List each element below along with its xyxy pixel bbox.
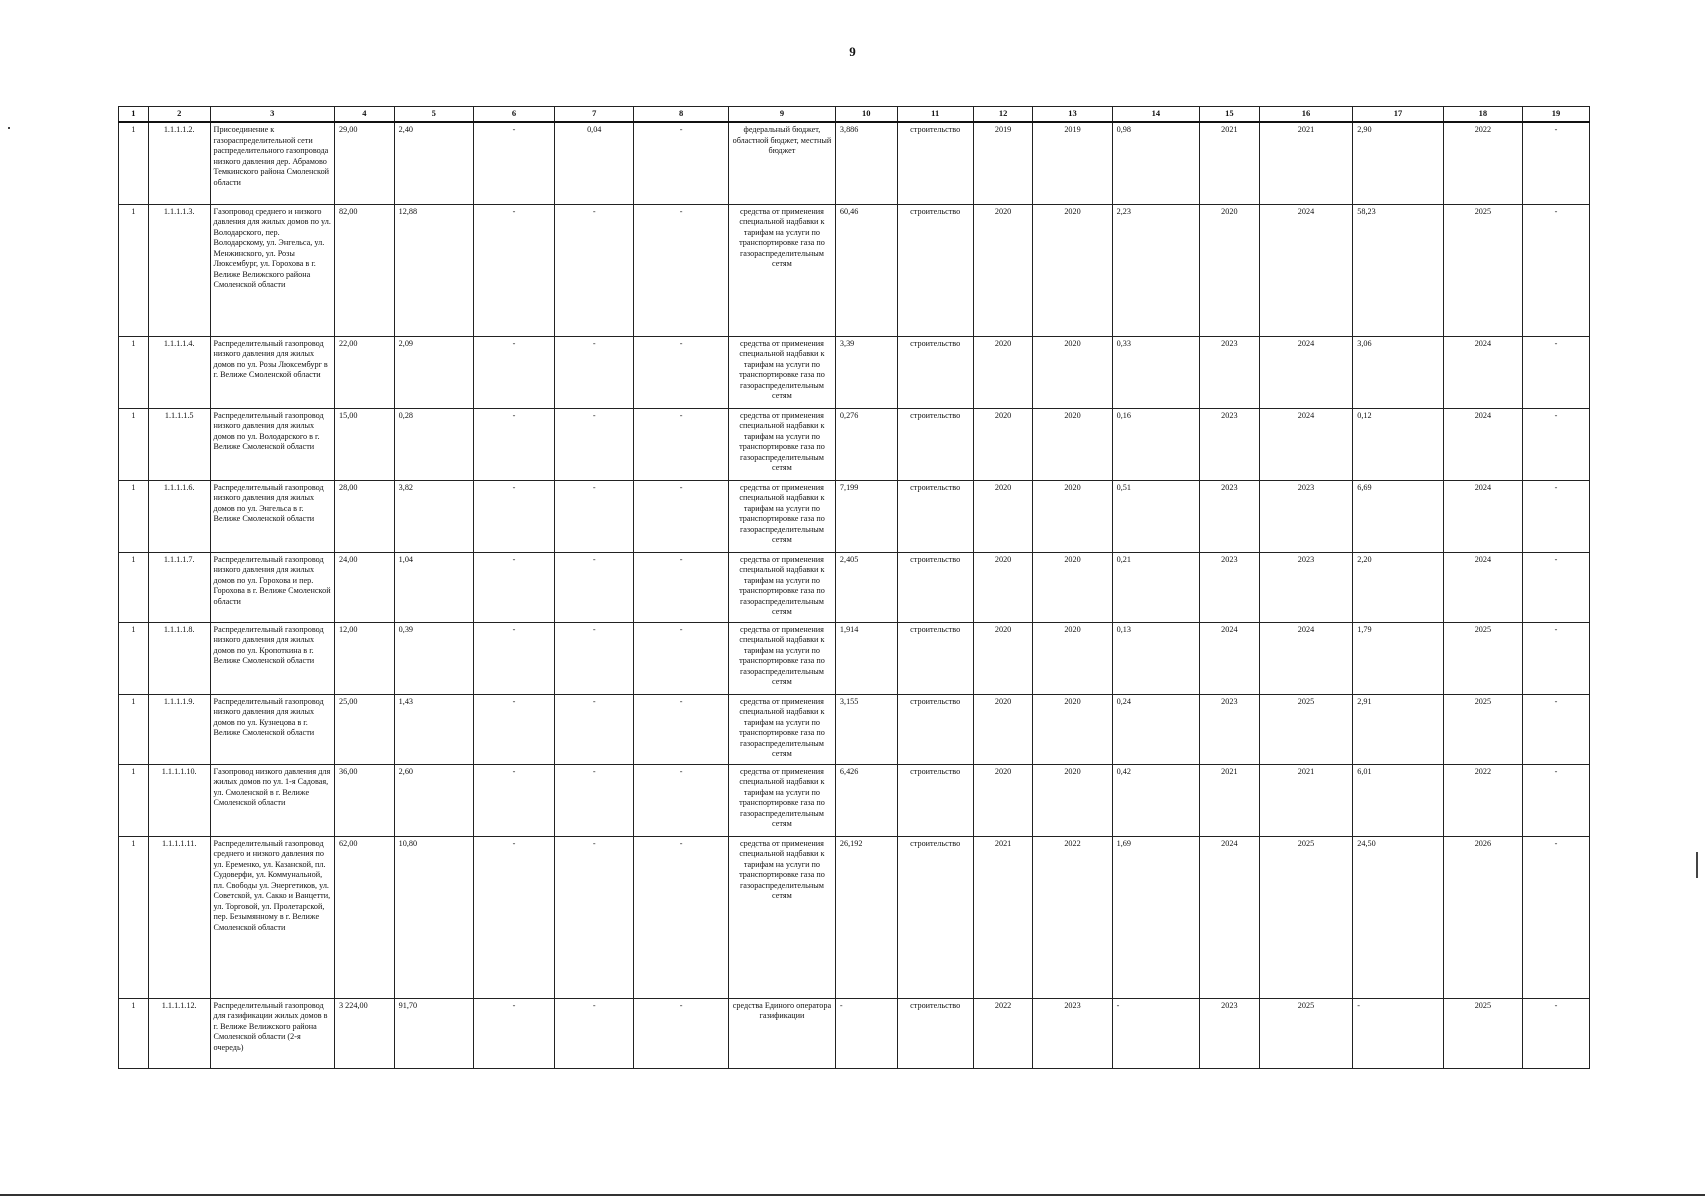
row-index-cell: 1	[119, 408, 149, 480]
column-header: 12	[973, 107, 1033, 123]
item-code-cell: 1.1.1.1.4.	[148, 336, 210, 408]
table-row	[119, 998, 1590, 1068]
start-year-cell: 2021	[973, 836, 1033, 998]
finish-year-cell: 2025	[1259, 694, 1353, 764]
capacity-cell: 2,40	[394, 122, 473, 204]
cost-cell: 0,276	[835, 408, 897, 480]
finish-year-cell: 2025	[1259, 998, 1353, 1068]
col-19-cell: -	[1523, 122, 1590, 204]
end-year-cell: 2019	[1033, 122, 1112, 204]
item-code-cell: 1.1.1.1.9.	[148, 694, 210, 764]
col-7-cell: -	[555, 998, 634, 1068]
start-year-cell: 2020	[973, 336, 1033, 408]
start-year-cell: 2020	[973, 204, 1033, 336]
table-row	[119, 836, 1590, 998]
col-7-cell: -	[555, 336, 634, 408]
col-6-cell: -	[473, 480, 554, 552]
commission-year-cell: 2024	[1443, 408, 1522, 480]
col-8-cell: -	[634, 764, 729, 836]
column-header: 3	[210, 107, 334, 123]
begin-year-cell: 2023	[1200, 552, 1260, 622]
capacity-cell: 0,28	[394, 408, 473, 480]
funding-source-cell: средства от применения специальной надбавки к тарифам на услуги по транспортировке газа по газораспределительным сетям	[728, 480, 835, 552]
column-header: 13	[1033, 107, 1112, 123]
length-km-cell: 22,00	[335, 336, 395, 408]
row-index-cell: 1	[119, 122, 149, 204]
table-row	[119, 408, 1590, 480]
col-6-cell: -	[473, 204, 554, 336]
column-header: 1	[119, 107, 149, 123]
cost-cell: 1,914	[835, 622, 897, 694]
start-year-cell: 2020	[973, 764, 1033, 836]
object-name-cell: Присоединение к газораспределительной сети распределительного газопровода низкого давления дер. Абрамово Темкинского района Смоленской области	[210, 122, 334, 204]
table-row	[119, 336, 1590, 408]
work-type-cell: строительство	[897, 694, 973, 764]
end-year-cell: 2020	[1033, 204, 1112, 336]
object-name-cell: Распределительный газопровод низкого давления для жилых домов по ул. Володарского в г. Велиже Смоленской области	[210, 408, 334, 480]
capacity-cell: 91,70	[394, 998, 473, 1068]
item-code-cell: 1.1.1.1.3.	[148, 204, 210, 336]
col-19-cell: -	[1523, 764, 1590, 836]
commission-year-cell: 2022	[1443, 122, 1522, 204]
work-type-cell: строительство	[897, 552, 973, 622]
row-index-cell: 1	[119, 836, 149, 998]
remaining-cell: -	[1353, 998, 1444, 1068]
item-code-cell: 1.1.1.1.7.	[148, 552, 210, 622]
col-7-cell: -	[555, 694, 634, 764]
col-8-cell: -	[634, 204, 729, 336]
finish-year-cell: 2021	[1259, 122, 1353, 204]
funding-source-cell: средства от применения специальной надбавки к тарифам на услуги по транспортировке газа по газораспределительным сетям	[728, 694, 835, 764]
spent-cell: 0,51	[1112, 480, 1199, 552]
col-7-cell: -	[555, 480, 634, 552]
capacity-cell: 12,88	[394, 204, 473, 336]
end-year-cell: 2020	[1033, 552, 1112, 622]
commission-year-cell: 2024	[1443, 336, 1522, 408]
spent-cell: 2,23	[1112, 204, 1199, 336]
col-7-cell: 0,04	[555, 122, 634, 204]
item-code-cell: 1.1.1.1.12.	[148, 998, 210, 1068]
begin-year-cell: 2021	[1200, 764, 1260, 836]
col-8-cell: -	[634, 480, 729, 552]
col-6-cell: -	[473, 552, 554, 622]
col-6-cell: -	[473, 408, 554, 480]
funding-source-cell: средства от применения специальной надбавки к тарифам на услуги по транспортировке газа по газораспределительным сетям	[728, 552, 835, 622]
work-type-cell: строительство	[897, 122, 973, 204]
commission-year-cell: 2026	[1443, 836, 1522, 998]
commission-year-cell: 2025	[1443, 622, 1522, 694]
work-type-cell: строительство	[897, 998, 973, 1068]
begin-year-cell: 2023	[1200, 408, 1260, 480]
funding-source-cell: федеральный бюджет, областной бюджет, местный бюджет	[728, 122, 835, 204]
column-header: 11	[897, 107, 973, 123]
cost-cell: 6,426	[835, 764, 897, 836]
start-year-cell: 2020	[973, 552, 1033, 622]
begin-year-cell: 2020	[1200, 204, 1260, 336]
capacity-cell: 1,43	[394, 694, 473, 764]
finish-year-cell: 2025	[1259, 836, 1353, 998]
finish-year-cell: 2024	[1259, 204, 1353, 336]
object-name-cell: Газопровод низкого давления для жилых домов по ул. 1-я Садовая, ул. Смоленской в г. Велиже Смоленской области	[210, 764, 334, 836]
capacity-cell: 1,04	[394, 552, 473, 622]
col-7-cell: -	[555, 764, 634, 836]
row-index-cell: 1	[119, 204, 149, 336]
column-header: 6	[473, 107, 554, 123]
finish-year-cell: 2023	[1259, 480, 1353, 552]
column-header: 16	[1259, 107, 1353, 123]
column-header: 18	[1443, 107, 1522, 123]
col-19-cell: -	[1523, 552, 1590, 622]
commission-year-cell: 2024	[1443, 552, 1522, 622]
col-7-cell: -	[555, 622, 634, 694]
scan-artifact	[1696, 852, 1698, 878]
column-header: 14	[1112, 107, 1199, 123]
funding-source-cell: средства от применения специальной надбавки к тарифам на услуги по транспортировке газа по газораспределительным сетям	[728, 204, 835, 336]
capacity-cell: 2,09	[394, 336, 473, 408]
row-index-cell: 1	[119, 764, 149, 836]
table-row	[119, 622, 1590, 694]
spent-cell: 0,13	[1112, 622, 1199, 694]
length-km-cell: 12,00	[335, 622, 395, 694]
col-8-cell: -	[634, 622, 729, 694]
col-19-cell: -	[1523, 998, 1590, 1068]
end-year-cell: 2020	[1033, 408, 1112, 480]
row-index-cell: 1	[119, 480, 149, 552]
bottom-border-line	[0, 1194, 1705, 1196]
col-6-cell: -	[473, 836, 554, 998]
item-code-cell: 1.1.1.1.11.	[148, 836, 210, 998]
remaining-cell: 24,50	[1353, 836, 1444, 998]
col-7-cell: -	[555, 836, 634, 998]
funding-source-cell: средства от применения специальной надбавки к тарифам на услуги по транспортировке газа по газораспределительным сетям	[728, 836, 835, 998]
work-type-cell: строительство	[897, 836, 973, 998]
capacity-cell: 3,82	[394, 480, 473, 552]
spent-cell: 0,33	[1112, 336, 1199, 408]
object-name-cell: Газопровод среднего и низкого давления для жилых домов по ул. Володарского, пер. Володарскому, ул. Энгельса, ул. Менжинского, ул. Розы Люксембург, ул. Горохова в г. Велиже Велижского района Смоленской области	[210, 204, 334, 336]
col-19-cell: -	[1523, 408, 1590, 480]
end-year-cell: 2020	[1033, 336, 1112, 408]
table-row	[119, 552, 1590, 622]
col-8-cell: -	[634, 122, 729, 204]
table-row	[119, 764, 1590, 836]
col-6-cell: -	[473, 336, 554, 408]
length-km-cell: 3 224,00	[335, 998, 395, 1068]
col-19-cell: -	[1523, 622, 1590, 694]
item-code-cell: 1.1.1.1.6.	[148, 480, 210, 552]
begin-year-cell: 2023	[1200, 998, 1260, 1068]
funding-source-cell: средства от применения специальной надбавки к тарифам на услуги по транспортировке газа по газораспределительным сетям	[728, 764, 835, 836]
finish-year-cell: 2024	[1259, 336, 1353, 408]
spent-cell: 1,69	[1112, 836, 1199, 998]
col-8-cell: -	[634, 336, 729, 408]
table-body	[119, 122, 1590, 1068]
col-6-cell: -	[473, 622, 554, 694]
commission-year-cell: 2024	[1443, 480, 1522, 552]
work-type-cell: строительство	[897, 408, 973, 480]
commission-year-cell: 2022	[1443, 764, 1522, 836]
object-name-cell: Распределительный газопровод низкого давления для жилых домов по ул. Кропоткина в г. Велиже Смоленской области	[210, 622, 334, 694]
cost-cell: 2,405	[835, 552, 897, 622]
object-name-cell: Распределительный газопровод низкого давления для жилых домов по ул. Энгельса в г. Велиже Смоленской области	[210, 480, 334, 552]
remaining-cell: 6,69	[1353, 480, 1444, 552]
capacity-cell: 2,60	[394, 764, 473, 836]
column-header: 19	[1523, 107, 1590, 123]
length-km-cell: 82,00	[335, 204, 395, 336]
cost-cell: 3,155	[835, 694, 897, 764]
col-19-cell: -	[1523, 204, 1590, 336]
col-6-cell: -	[473, 694, 554, 764]
col-7-cell: -	[555, 408, 634, 480]
length-km-cell: 25,00	[335, 694, 395, 764]
spent-cell: 0,21	[1112, 552, 1199, 622]
col-7-cell: -	[555, 204, 634, 336]
col-7-cell: -	[555, 552, 634, 622]
work-type-cell: строительство	[897, 336, 973, 408]
cost-cell: 60,46	[835, 204, 897, 336]
row-index-cell: 1	[119, 622, 149, 694]
col-8-cell: -	[634, 694, 729, 764]
object-name-cell: Распределительный газопровод для газификации жилых домов в г. Велиже Велижского района Смоленской области (2-я очередь)	[210, 998, 334, 1068]
begin-year-cell: 2024	[1200, 836, 1260, 998]
cost-cell: 3,886	[835, 122, 897, 204]
end-year-cell: 2020	[1033, 694, 1112, 764]
remaining-cell: 2,20	[1353, 552, 1444, 622]
end-year-cell: 2020	[1033, 480, 1112, 552]
col-6-cell: -	[473, 122, 554, 204]
length-km-cell: 36,00	[335, 764, 395, 836]
begin-year-cell: 2023	[1200, 480, 1260, 552]
col-19-cell: -	[1523, 480, 1590, 552]
spent-cell: 0,42	[1112, 764, 1199, 836]
begin-year-cell: 2021	[1200, 122, 1260, 204]
col-6-cell: -	[473, 998, 554, 1068]
col-8-cell: -	[634, 836, 729, 998]
remaining-cell: 58,23	[1353, 204, 1444, 336]
finish-year-cell: 2024	[1259, 408, 1353, 480]
col-19-cell: -	[1523, 336, 1590, 408]
table-row	[119, 480, 1590, 552]
remaining-cell: 3,06	[1353, 336, 1444, 408]
spent-cell: 0,16	[1112, 408, 1199, 480]
work-type-cell: строительство	[897, 764, 973, 836]
table-row	[119, 694, 1590, 764]
spent-cell: 0,24	[1112, 694, 1199, 764]
column-header: 15	[1200, 107, 1260, 123]
start-year-cell: 2022	[973, 998, 1033, 1068]
start-year-cell: 2020	[973, 694, 1033, 764]
column-number-row	[119, 107, 1590, 123]
commission-year-cell: 2025	[1443, 694, 1522, 764]
col-8-cell: -	[634, 998, 729, 1068]
remaining-cell: 2,91	[1353, 694, 1444, 764]
object-name-cell: Распределительный газопровод среднего и низкого давления по ул. Еременко, ул. Казанской, пл. Судоверфи, ул. Коммунальной, пл. Свободы ул. Энергетиков, ул. Советской, ул. Сакко и Ванцетти, ул. Торговой, ул. Пролетарской, пер. Безымянному в г. Велиже Смоленской области	[210, 836, 334, 998]
start-year-cell: 2020	[973, 408, 1033, 480]
col-6-cell: -	[473, 764, 554, 836]
length-km-cell: 15,00	[335, 408, 395, 480]
remaining-cell: 6,01	[1353, 764, 1444, 836]
cost-cell: 3,39	[835, 336, 897, 408]
page-number: 9	[849, 44, 856, 59]
funding-source-cell: средства от применения специальной надбавки к тарифам на услуги по транспортировке газа по газораспределительным сетям	[728, 336, 835, 408]
cost-cell: 7,199	[835, 480, 897, 552]
scan-artifact	[8, 127, 10, 129]
remaining-cell: 0,12	[1353, 408, 1444, 480]
item-code-cell: 1.1.1.1.2.	[148, 122, 210, 204]
start-year-cell: 2020	[973, 480, 1033, 552]
capacity-cell: 0,39	[394, 622, 473, 694]
begin-year-cell: 2024	[1200, 622, 1260, 694]
funding-source-cell: средства от применения специальной надбавки к тарифам на услуги по транспортировке газа по газораспределительным сетям	[728, 622, 835, 694]
work-type-cell: строительство	[897, 622, 973, 694]
table-row	[119, 122, 1590, 204]
begin-year-cell: 2023	[1200, 694, 1260, 764]
work-type-cell: строительство	[897, 204, 973, 336]
col-8-cell: -	[634, 408, 729, 480]
funding-source-cell: средства Единого оператора газификации	[728, 998, 835, 1068]
item-code-cell: 1.1.1.1.8.	[148, 622, 210, 694]
length-km-cell: 24,00	[335, 552, 395, 622]
finish-year-cell: 2021	[1259, 764, 1353, 836]
column-header: 7	[555, 107, 634, 123]
finish-year-cell: 2023	[1259, 552, 1353, 622]
col-19-cell: -	[1523, 694, 1590, 764]
col-19-cell: -	[1523, 836, 1590, 998]
finish-year-cell: 2024	[1259, 622, 1353, 694]
remaining-cell: 1,79	[1353, 622, 1444, 694]
start-year-cell: 2019	[973, 122, 1033, 204]
commission-year-cell: 2025	[1443, 998, 1522, 1068]
object-name-cell: Распределительный газопровод низкого давления для жилых домов по ул. Розы Люксембург в г. Велиже Смоленской области	[210, 336, 334, 408]
remaining-cell: 2,90	[1353, 122, 1444, 204]
column-header: 17	[1353, 107, 1444, 123]
column-header: 8	[634, 107, 729, 123]
column-header: 5	[394, 107, 473, 123]
item-code-cell: 1.1.1.1.10.	[148, 764, 210, 836]
end-year-cell: 2022	[1033, 836, 1112, 998]
begin-year-cell: 2023	[1200, 336, 1260, 408]
start-year-cell: 2020	[973, 622, 1033, 694]
end-year-cell: 2023	[1033, 998, 1112, 1068]
column-header: 4	[335, 107, 395, 123]
funding-source-cell: средства от применения специальной надбавки к тарифам на услуги по транспортировке газа по газораспределительным сетям	[728, 408, 835, 480]
column-header: 10	[835, 107, 897, 123]
end-year-cell: 2020	[1033, 764, 1112, 836]
row-index-cell: 1	[119, 336, 149, 408]
cost-cell: 26,192	[835, 836, 897, 998]
row-index-cell: 1	[119, 694, 149, 764]
cost-cell: -	[835, 998, 897, 1068]
item-code-cell: 1.1.1.1.5	[148, 408, 210, 480]
row-index-cell: 1	[119, 998, 149, 1068]
column-header: 9	[728, 107, 835, 123]
row-index-cell: 1	[119, 552, 149, 622]
length-km-cell: 62,00	[335, 836, 395, 998]
work-type-cell: строительство	[897, 480, 973, 552]
col-8-cell: -	[634, 552, 729, 622]
object-name-cell: Распределительный газопровод низкого давления для жилых домов по ул. Кузнецова в г. Велиже Смоленской области	[210, 694, 334, 764]
end-year-cell: 2020	[1033, 622, 1112, 694]
capacity-cell: 10,80	[394, 836, 473, 998]
spent-cell: 0,98	[1112, 122, 1199, 204]
table-row	[119, 204, 1590, 336]
length-km-cell: 29,00	[335, 122, 395, 204]
column-header: 2	[148, 107, 210, 123]
object-name-cell: Распределительный газопровод низкого давления для жилых домов по ул. Горохова и пер. Горохова в г. Велиже Смоленской области	[210, 552, 334, 622]
length-km-cell: 28,00	[335, 480, 395, 552]
commission-year-cell: 2025	[1443, 204, 1522, 336]
spent-cell: -	[1112, 998, 1199, 1068]
investment-program-table	[118, 106, 1590, 1069]
